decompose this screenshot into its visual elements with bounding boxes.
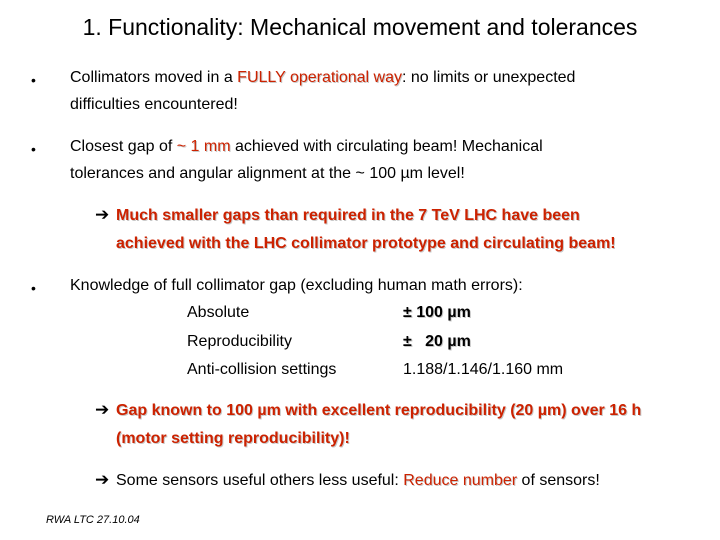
- bullet-1-text-post: : no limits or unexpected: [402, 69, 576, 86]
- bullet-2-highlight: ~ 1 mm: [176, 138, 231, 155]
- gap-row-value: ± 20 µm: [403, 333, 471, 350]
- slide-footer: RWA LTC 27.10.04: [46, 514, 140, 526]
- bullet-1-line-2: difficulties encountered!: [70, 96, 238, 113]
- arrow-3-line-1: [116, 472, 600, 490]
- bullet-2-text-post: achieved with circulating beam! Mechanical: [230, 138, 543, 155]
- gap-row-label: Reproducibility: [187, 333, 292, 350]
- bullet-2-line-1: [70, 138, 543, 156]
- arrow-right-icon: ➔: [95, 205, 110, 224]
- bullet-1-line-1: [70, 69, 575, 87]
- arrow-2-line-1: Gap known to 100 µm with excellent reproducibility (20 µm) over 16 h: [116, 402, 642, 419]
- arrow-right-icon: ➔: [95, 400, 110, 419]
- arrow-3-text-post: of sensors!: [517, 472, 600, 489]
- arrow-2-line-2: (motor setting reproducibility)!: [116, 430, 350, 447]
- bullet-2-line-2: tolerances and angular alignment at the ~ 100 µm level!: [70, 165, 465, 182]
- arrow-3-text-pre: Some sensors useful others less useful:: [116, 472, 404, 489]
- gap-row-label: Anti-collision settings: [187, 361, 337, 378]
- slide-title: 1. Functionality: Mechanical movement and tolerances: [82, 14, 638, 40]
- bullet-1-highlight: FULLY operational way: [237, 69, 403, 86]
- bullet-2-marker: •: [31, 141, 36, 157]
- bullet-1-text-pre: Collimators moved in a: [70, 69, 238, 86]
- bullet-3-marker: •: [31, 280, 36, 296]
- arrow-3-highlight: Reduce number: [403, 472, 518, 489]
- bullet-1-marker: •: [31, 72, 36, 88]
- arrow-1-line-1: Much smaller gaps than required in the 7 TeV LHC have been: [116, 207, 580, 224]
- arrow-1-line-2: achieved with the LHC collimator prototype and circulating beam!: [116, 235, 616, 252]
- gap-row-value: ± 100 µm: [403, 304, 471, 321]
- bullet-3-line-1: Knowledge of full collimator gap (excluding human math errors):: [70, 277, 523, 294]
- gap-row-value: 1.188/1.146/1.160 mm: [403, 361, 564, 378]
- arrow-right-icon: ➔: [95, 470, 110, 489]
- gap-row-label: Absolute: [187, 304, 250, 321]
- bullet-2-text-pre: Closest gap of: [70, 138, 177, 155]
